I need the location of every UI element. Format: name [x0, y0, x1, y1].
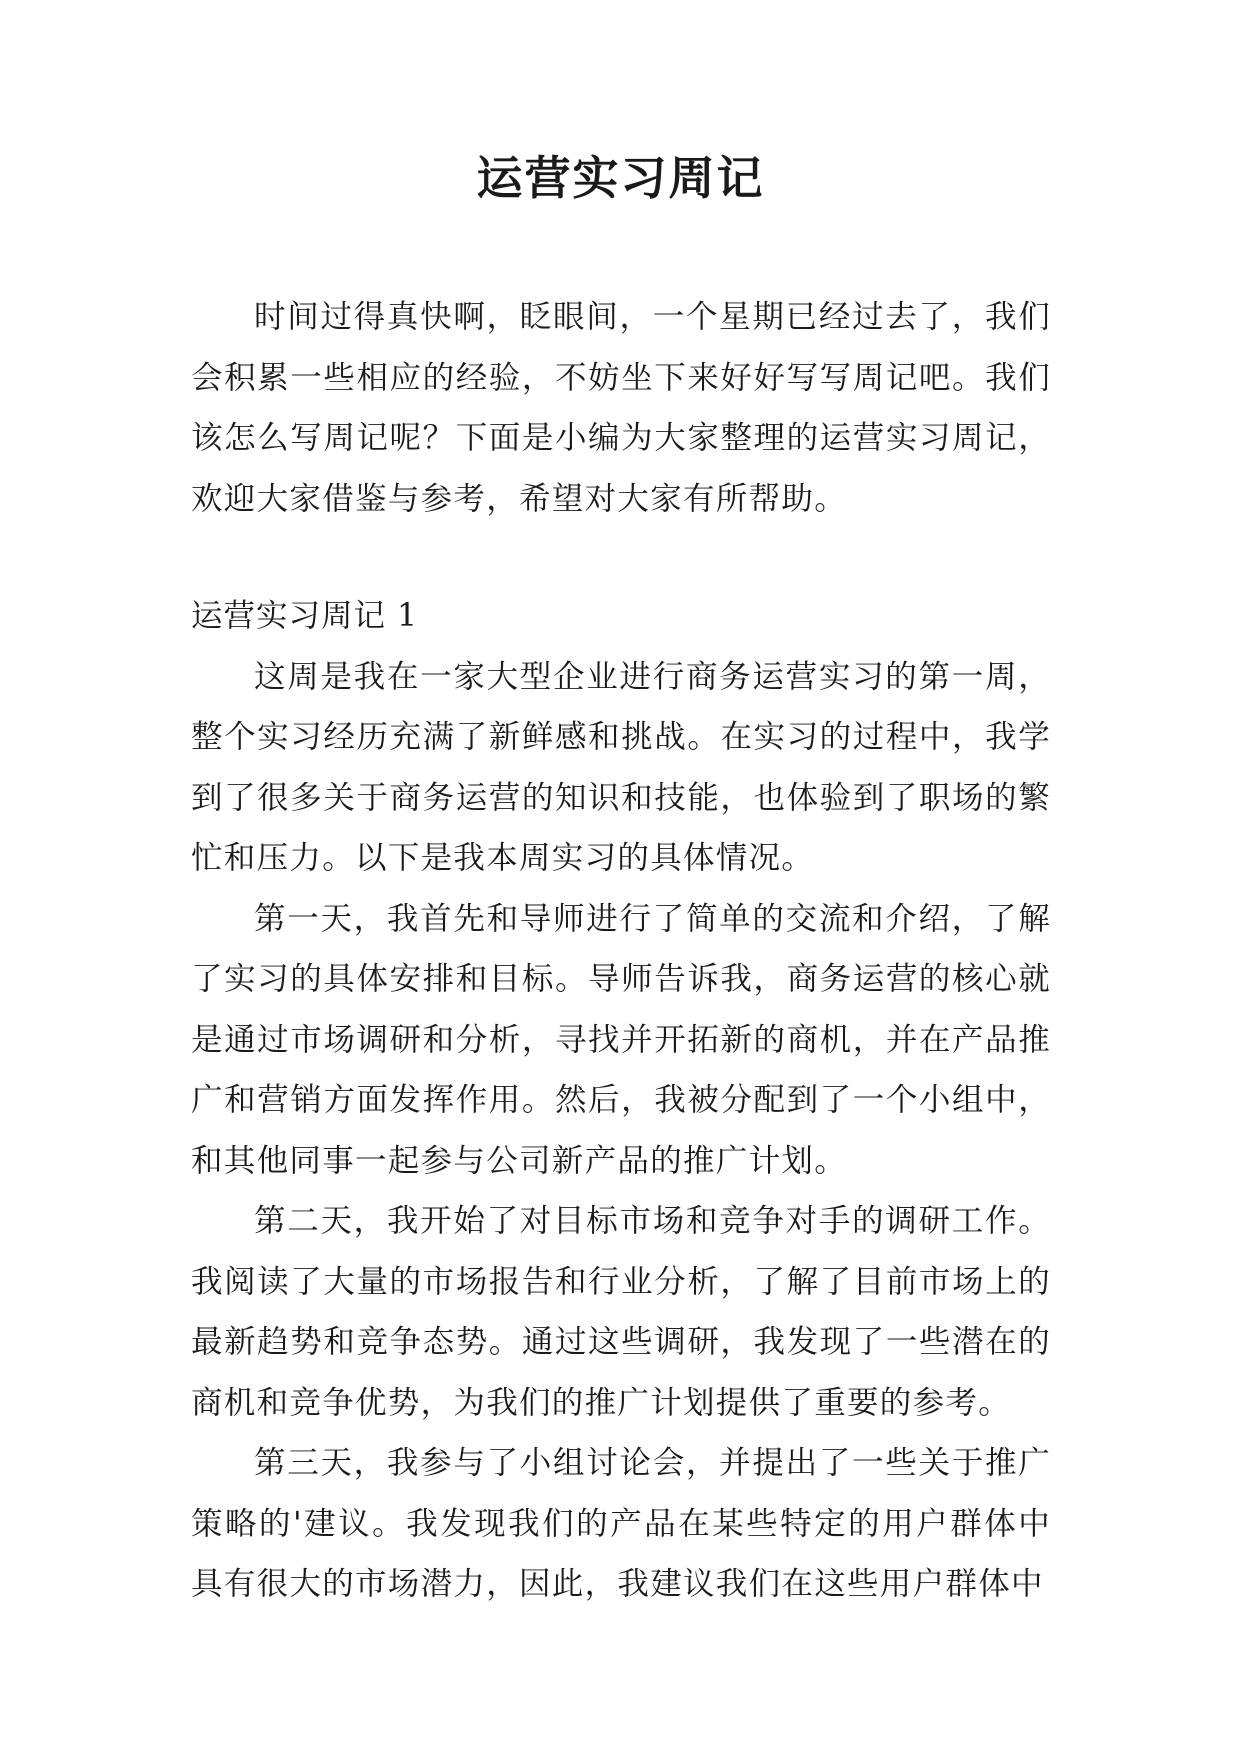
body-paragraph: 第二天，我开始了对目标市场和竞争对手的调研工作。我阅读了大量的市场报告和行业分析，了解了目前市场上的最新趋势和竞争态势。通过这些调研，我发现了一些潜在的商机和竞争优势，为我们的推广计划提供了重要的参考。	[191, 1203, 1051, 1421]
body-paragraph: 这周是我在一家大型企业进行商务运营实习的第一周，整个实习经历充满了新鲜感和挑战。在实习的过程中，我学到了很多关于商务运营的知识和技能，也体验到了职场的繁忙和压力。以下是我本周实习的具体情况。	[191, 658, 1051, 876]
body-paragraph: 第一天，我首先和导师进行了简单的交流和介绍，了解了实习的具体安排和目标。导师告诉我，商务运营的核心就是通过市场调研和分析，寻找并开拓新的商机，并在产品推广和营销方面发挥作用。然后，我被分配到了一个小组中，和其他同事一起参与公司新产品的推广计划。	[191, 900, 1051, 1179]
intro-paragraph: 时间过得真快啊，眨眼间，一个星期已经过去了，我们会积累一些相应的经验，不妨坐下来好好写写周记吧。我们该怎么写周记呢？下面是小编为大家整理的运营实习周记，欢迎大家借鉴与参考，希望对大家有所帮助。	[191, 299, 1051, 517]
document-title: 运营实习周记	[476, 151, 765, 205]
intro-section	[191, 287, 1051, 529]
section-heading: 运营实习周记 1	[191, 598, 419, 634]
journal-section	[191, 586, 1051, 1615]
body-paragraph: 第三天，我参与了小组讨论会，并提出了一些关于推广策略的'建议。我发现我们的产品在某些特定的用户群体中具有很大的市场潜力，因此，我建议我们在这些用户群体中	[191, 1445, 1051, 1602]
